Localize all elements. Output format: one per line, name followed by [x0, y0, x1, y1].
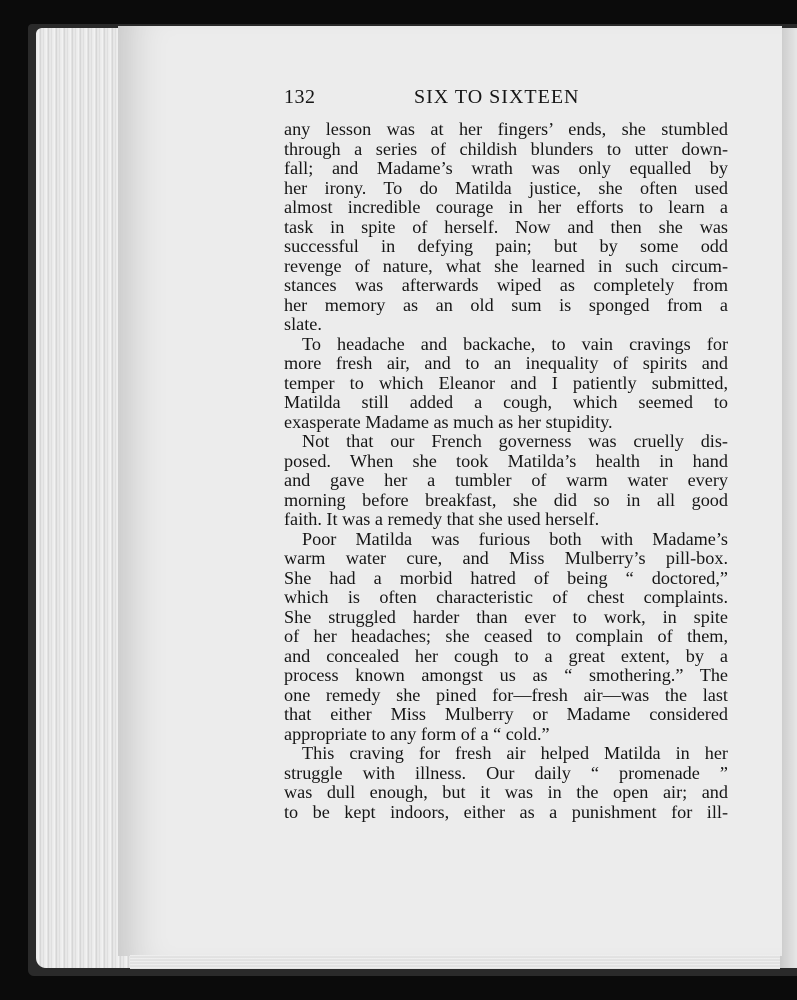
text-line: her irony. To do Matilda justice, she often used — [284, 177, 728, 198]
text-line: through a series of childish blunders to utter down- — [284, 138, 728, 159]
text-line: stances was afterwards wiped as completely from — [284, 275, 728, 295]
text-line: Not that our French governess was cruelly dis- — [302, 431, 728, 451]
page-header — [284, 86, 728, 110]
text-line: She had a morbid hatred of being “ doctored,” — [284, 567, 728, 588]
page-bottom-edge — [130, 955, 780, 969]
text-line: to be kept indoors, either as a punishment for ill- — [284, 801, 728, 822]
text-line: temper to which Eleanor and I patiently submitted, — [284, 372, 728, 393]
text-line: Poor Matilda was furious both with Madame’s — [302, 528, 728, 549]
text-line: This craving for fresh air helped Matilda in her — [302, 743, 728, 763]
text-line: almost incredible courage in her efforts to learn a — [284, 197, 728, 217]
text-line: and concealed her cough to a great extent, by a — [284, 645, 728, 666]
text-line: She struggled harder than ever to work, in spite — [284, 606, 728, 627]
text-line: process known amongst us as “ smothering.” The — [284, 665, 728, 685]
text-line: Matilda still added a cough, which seemed to — [284, 392, 728, 412]
text-line: slate. — [284, 314, 322, 334]
text-line: of her headaches; she ceased to complain of them, — [284, 626, 728, 646]
text-line: posed. When she took Matilda’s health in hand — [284, 450, 728, 471]
text-line: her memory as an old sum is sponged from a — [284, 294, 728, 315]
text-line: To headache and backache, to vain cravings for — [302, 333, 728, 354]
text-line: revenge of nature, what she learned in such circum- — [284, 255, 728, 276]
text-line: appropriate to any form of a “ cold.” — [284, 723, 550, 744]
text-line: warm water cure, and Miss Mulberry’s pill-box. — [284, 548, 728, 568]
text-line: that either Miss Mulberry or Madame considered — [284, 704, 728, 724]
text-line: faith. It was a remedy that she used herself. — [284, 509, 600, 529]
text-line: one remedy she pined for—fresh air—was the last — [284, 684, 728, 705]
running-title: SIX TO SIXTEEN — [414, 86, 580, 108]
text-line: more fresh air, and to an inequality of spirits and — [284, 353, 728, 373]
text-line: any lesson was at her fingers’ ends, she stumbled — [284, 119, 728, 139]
text-line: task in spite of herself. Now and then she was — [284, 216, 728, 237]
text-line: which is often characteristic of chest complaints. — [284, 587, 728, 607]
text-line: exasperate Madame as much as her stupidity. — [284, 411, 613, 432]
page-number: 132 — [284, 86, 316, 108]
body-text — [284, 120, 728, 822]
text-line: successful in defying pain; but by some odd — [284, 236, 728, 256]
text-line: was dull enough, but it was in the open air; and — [284, 782, 728, 802]
text-line: and gave her a tumbler of warm water every — [284, 470, 728, 490]
text-line: fall; and Madame’s wrath was only equalled by — [284, 158, 728, 178]
text-line: struggle with illness. Our daily “ promenade ” — [284, 762, 728, 783]
text-line: morning before breakfast, she did so in all good — [284, 489, 728, 510]
